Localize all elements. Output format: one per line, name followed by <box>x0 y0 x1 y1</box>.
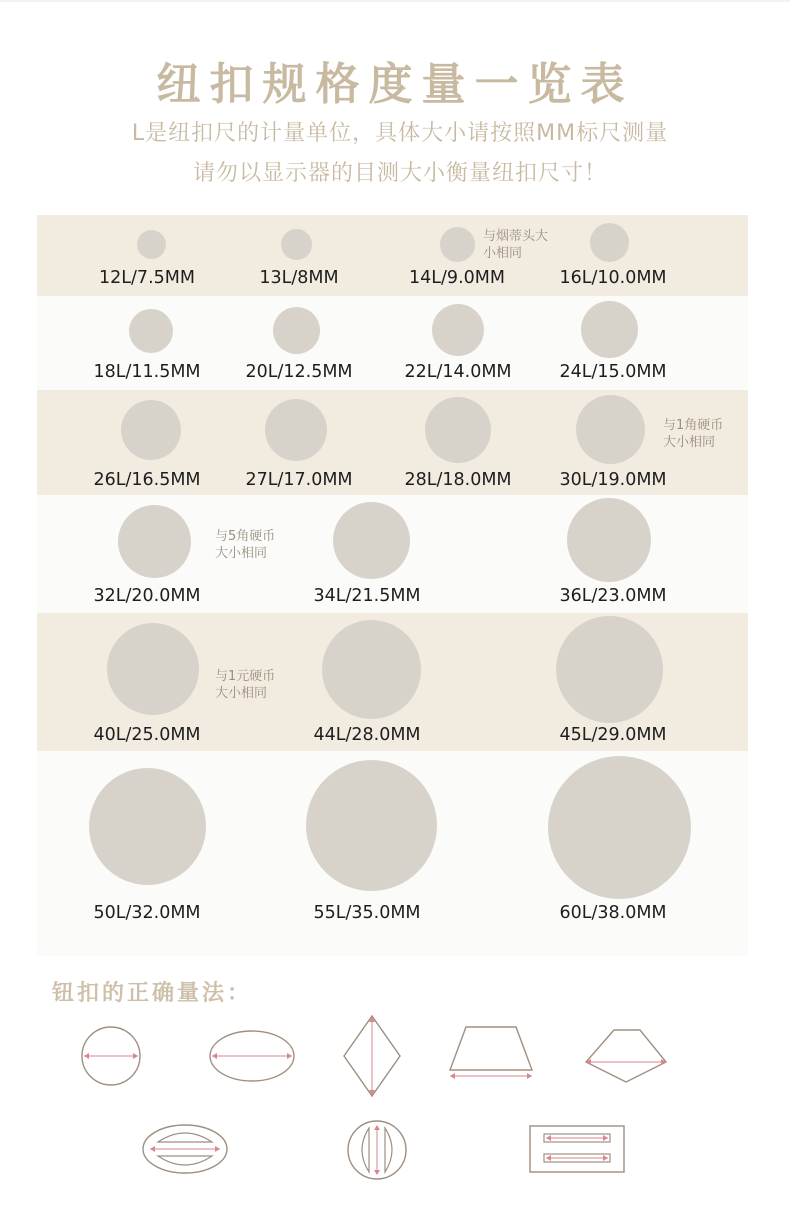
button-circle-34l <box>333 502 410 579</box>
note-one-jiao-line-1: 与1角硬币 <box>663 418 724 433</box>
note-cigarette-filter <box>483 228 548 262</box>
size-label-24l: 24L/15.0MM <box>559 362 667 382</box>
note-one-yuan-coin <box>215 668 275 702</box>
button-circle-16l <box>590 223 629 262</box>
button-circle-14l <box>440 227 475 262</box>
subtitle-line-2: 请勿以显示器的目测大小衡量纽扣尺寸！ <box>192 161 607 186</box>
round-slider-button-measure-icon <box>345 1118 409 1182</box>
button-circle-30l <box>576 395 645 464</box>
button-circle-27l <box>265 399 327 461</box>
button-circle-20l <box>273 307 320 354</box>
size-label-55l: 55L/35.0MM <box>313 903 421 923</box>
circle-button-measure-icon <box>75 1020 147 1092</box>
note-one-yuan-line-2: 大小相同 <box>215 686 268 701</box>
size-label-22l: 22L/14.0MM <box>404 362 512 382</box>
rectangle-slider-button-measure-icon <box>528 1124 626 1174</box>
size-label-12l: 12L/7.5MM <box>99 268 195 288</box>
button-circle-32l <box>118 505 191 578</box>
size-label-40l: 40L/25.0MM <box>93 725 201 745</box>
trapezoid-button-measure-icon <box>444 1022 538 1082</box>
size-label-18l: 18L/11.5MM <box>93 362 201 382</box>
button-circle-36l <box>567 498 651 582</box>
size-label-32l: 32L/20.0MM <box>93 586 201 606</box>
subtitle-line-1: L是纽扣尺的计量单位，具体大小请按照MM标尺测量 <box>131 121 669 146</box>
top-divider <box>0 0 790 2</box>
note-five-jiao-line-1: 与5角硬币 <box>215 529 276 544</box>
size-label-45l: 45L/29.0MM <box>559 725 667 745</box>
button-circle-24l <box>581 301 638 358</box>
size-label-36l: 36L/23.0MM <box>559 586 667 606</box>
pentagon-button-measure-icon <box>580 1024 672 1090</box>
size-label-44l: 44L/28.0MM <box>313 725 421 745</box>
button-circle-60l <box>548 756 691 899</box>
note-one-jiao-coin <box>663 417 723 451</box>
button-circle-22l <box>432 304 484 356</box>
method-title: 钮扣的正确量法： <box>52 980 253 1006</box>
note-five-jiao-line-2: 大小相同 <box>215 546 268 561</box>
size-label-34l: 34L/21.5MM <box>313 586 421 606</box>
oval-button-measure-icon <box>204 1026 300 1086</box>
size-label-26l: 26L/16.5MM <box>93 470 201 490</box>
page-title: 纽扣规格度量一览表 <box>156 59 634 110</box>
size-label-50l: 50L/32.0MM <box>93 903 201 923</box>
size-label-20l: 20L/12.5MM <box>245 362 353 382</box>
button-circle-44l <box>322 620 421 719</box>
size-label-16l: 16L/10.0MM <box>559 268 667 288</box>
button-circle-18l <box>129 309 173 353</box>
note-five-jiao-coin <box>215 528 275 562</box>
button-circle-50l <box>89 768 206 885</box>
button-circle-45l <box>556 616 663 723</box>
button-circle-26l <box>121 400 181 460</box>
button-circle-28l <box>425 397 491 463</box>
button-circle-13l <box>281 229 312 260</box>
size-label-13l: 13L/8MM <box>259 268 339 288</box>
button-circle-12l <box>137 230 166 259</box>
size-label-30l: 30L/19.0MM <box>559 470 667 490</box>
note-cigarette-line-2: 小相同 <box>483 246 523 261</box>
size-label-27l: 27L/17.0MM <box>245 470 353 490</box>
size-label-14l: 14L/9.0MM <box>409 268 505 288</box>
double-oval-button-measure-icon <box>138 1120 232 1178</box>
size-label-60l: 60L/38.0MM <box>559 903 667 923</box>
button-circle-55l <box>306 760 437 891</box>
size-label-28l: 28L/18.0MM <box>404 470 512 490</box>
note-one-yuan-line-1: 与1元硬币 <box>215 669 276 684</box>
note-one-jiao-line-2: 大小相同 <box>663 435 716 450</box>
diamond-button-measure-icon <box>338 1012 406 1100</box>
button-circle-40l <box>107 623 199 715</box>
note-cigarette-line-1: 与烟蒂头大 <box>483 229 549 244</box>
